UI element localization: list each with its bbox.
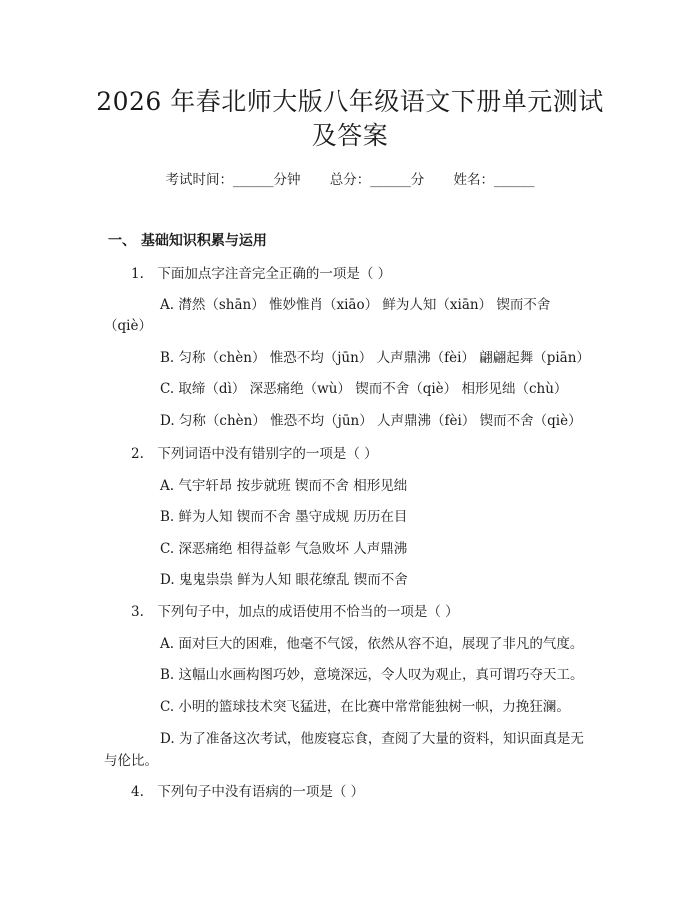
- question-1-option-a-cont: （qiè）: [104, 318, 152, 334]
- question-2-stem: 2. 下列词语中没有错别字的一项是（ ）: [131, 446, 378, 462]
- section-heading: 一、 基础知识积累与运用: [108, 233, 267, 249]
- document-title-line1: 2026 年春北师大版八年级语文下册单元测试: [96, 87, 604, 116]
- question-1-option-d: D. 匀称（chèn） 惟恐不均（jūn） 人声鼎沸（fèi） 锲而不舍（qiè）: [160, 413, 582, 429]
- question-2-option-d: D. 鬼鬼祟祟 鲜为人知 眼花缭乱 锲而不舍: [160, 572, 408, 588]
- question-3-stem: 3. 下列句子中，加点的成语使用不恰当的一项是（ ）: [131, 604, 459, 620]
- question-1-option-a: A. 潸然（shān） 惟妙惟肖（xiāo） 鲜为人知（xiān） 锲而不舍: [160, 297, 551, 313]
- question-2-option-b: B. 鲜为人知 锲而不舍 墨守成规 历历在目: [160, 509, 408, 525]
- question-1-option-b: B. 匀称（chèn） 惟恐不均（jūn） 人声鼎沸（fèi） 翩翩起舞（piān）: [160, 350, 590, 366]
- question-2-option-c: C. 深恶痛绝 相得益彰 气急败坏 人声鼎沸: [160, 541, 408, 557]
- question-3-option-a: A. 面对巨大的困难，他毫不气馁，依然从容不迫，展现了非凡的气度。: [160, 636, 584, 652]
- exam-time-field: 考试时间：______分钟: [165, 172, 301, 188]
- question-4-stem: 4. 下列句子中没有语病的一项是（ ）: [131, 784, 365, 800]
- exam-meta: [0, 168, 700, 188]
- student-name-field: 姓名：______: [453, 172, 535, 188]
- question-3-option-d: D. 为了准备这次考试，他废寝忘食，查阅了大量的资料，知识面真是无: [160, 731, 584, 747]
- question-3-option-c: C. 小明的篮球技术突飞猛进，在比赛中常常能独树一帜，力挽狂澜。: [160, 699, 570, 715]
- question-2-option-a: A. 气宇轩昂 按步就班 锲而不舍 相形见绌: [160, 478, 408, 494]
- question-1-option-c: C. 取缔（dì） 深恶痛绝（wù） 锲而不舍（qiè） 相形见绌（chù）: [160, 381, 568, 397]
- question-3-option-d-cont: 与伦比。: [104, 753, 158, 769]
- question-1-stem: 1. 下面加点字注音完全正确的一项是（ ）: [131, 266, 392, 282]
- total-score-field: 总分：______分: [329, 172, 425, 188]
- document-title-line2: 及答案: [311, 121, 389, 150]
- question-3-option-b: B. 这幅山水画构图巧妙，意境深远，令人叹为观止，真可谓巧夺天工。: [160, 667, 584, 683]
